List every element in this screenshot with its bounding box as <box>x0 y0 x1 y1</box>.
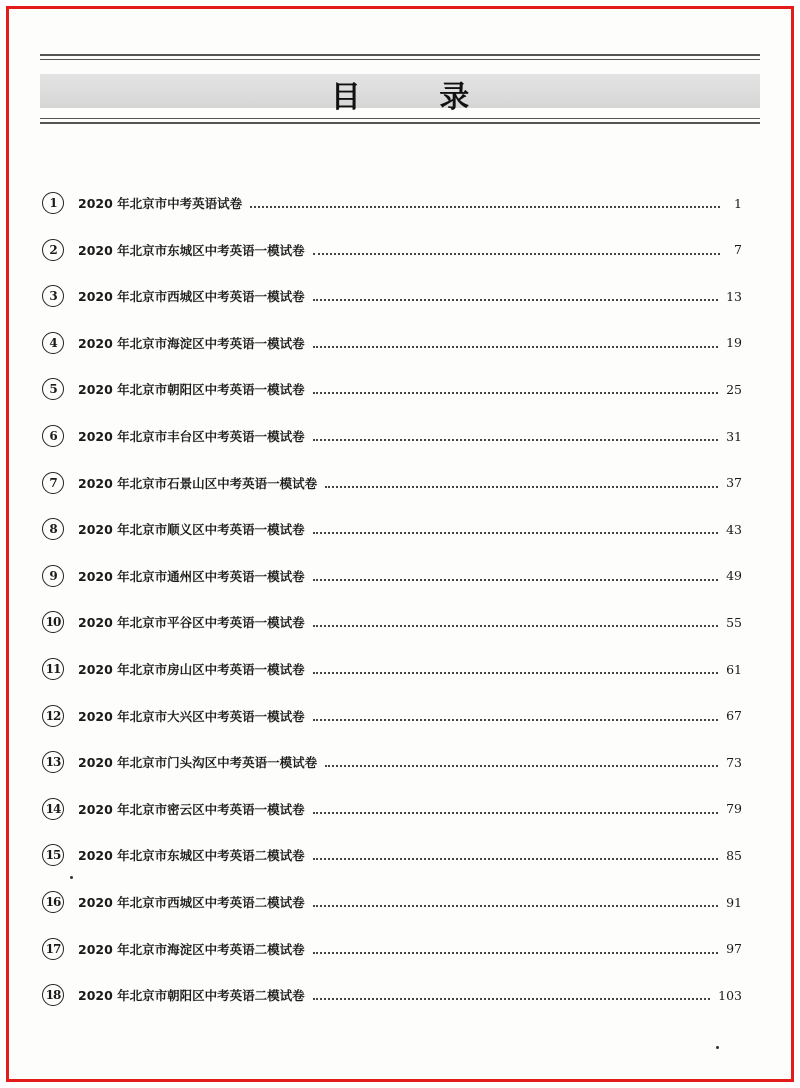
circled-number: 17 <box>42 938 64 960</box>
circled-number: 1 <box>42 192 64 214</box>
toc-page-number: 13 <box>726 288 742 304</box>
dot-leader <box>313 346 718 348</box>
circled-number: 12 <box>42 705 64 727</box>
toc-entry[interactable] <box>42 796 742 822</box>
circled-number: 16 <box>42 891 64 913</box>
toc-entry-title: 2020 年北京市门头沟区中考英语一模试卷 <box>78 755 318 771</box>
toc-entry-title: 2020 年北京市中考英语试卷 <box>78 196 243 211</box>
toc-page-number: 7 <box>734 242 742 258</box>
circled-number: 15 <box>42 844 64 866</box>
toc-entry[interactable] <box>42 656 742 682</box>
toc-entry[interactable] <box>42 330 742 356</box>
circled-number: 4 <box>42 332 64 354</box>
toc-entry[interactable] <box>42 609 742 635</box>
toc-page-number: 85 <box>726 847 742 863</box>
red-frame-border <box>6 6 794 1082</box>
toc-entry-title: 2020 年北京市大兴区中考英语一模试卷 <box>78 708 305 724</box>
circled-number: 13 <box>42 751 64 773</box>
toc-entry[interactable] <box>42 516 742 542</box>
toc-entry[interactable] <box>42 703 742 729</box>
dot-leader <box>313 998 710 1000</box>
toc-page-number: 25 <box>726 381 742 397</box>
toc-page-number: 49 <box>726 568 742 584</box>
toc-entry[interactable] <box>42 982 742 1008</box>
toc-page-number: 19 <box>726 335 742 351</box>
toc-page-number: 97 <box>726 941 742 957</box>
toc-entry[interactable] <box>42 283 742 309</box>
toc-entry-title: 2020 年北京市通州区中考英语一模试卷 <box>78 568 305 584</box>
toc-entry-title: 2020 年北京市密云区中考英语一模试卷 <box>78 801 305 817</box>
toc-entry[interactable] <box>42 423 742 449</box>
toc-page-number: 61 <box>726 661 742 677</box>
toc-page-number: 79 <box>726 801 742 817</box>
dot-leader <box>313 858 718 860</box>
toc-entry-title: 2020 年北京市朝阳区中考英语二模试卷 <box>78 988 305 1004</box>
dot-leader <box>325 765 718 767</box>
circled-number: 14 <box>42 798 64 820</box>
circled-number: 18 <box>42 984 64 1006</box>
toc-page-number: 55 <box>726 614 742 630</box>
toc-entry[interactable] <box>42 842 742 868</box>
dot-leader <box>313 812 718 814</box>
header-double-rule-bottom <box>40 118 760 124</box>
toc-entry[interactable] <box>42 889 742 915</box>
print-speck <box>716 1046 719 1049</box>
circled-number: 7 <box>42 472 64 494</box>
circled-number: 11 <box>42 658 64 680</box>
dot-leader <box>313 672 718 674</box>
circled-number: 5 <box>42 378 64 400</box>
toc-entry-title: 2020 年北京市东城区中考英语一模试卷 <box>78 242 305 258</box>
dot-leader <box>313 579 718 581</box>
toc-entry-title: 2020 年北京市丰台区中考英语一模试卷 <box>78 429 305 444</box>
toc-entry[interactable] <box>42 936 742 962</box>
toc-entry-title: 2020 年北京市西城区中考英语一模试卷 <box>78 289 305 305</box>
toc-entry-title: 2020 年北京市西城区中考英语二模试卷 <box>78 895 305 910</box>
dot-leader <box>313 253 720 255</box>
toc-entry[interactable] <box>42 470 742 496</box>
dot-leader <box>313 952 718 954</box>
toc-page-number: 1 <box>734 195 742 211</box>
dot-leader <box>313 905 718 907</box>
circled-number: 6 <box>42 425 64 447</box>
toc-page-number: 103 <box>718 987 742 1003</box>
header-double-rule-top <box>40 54 760 60</box>
page-title: 目 录 <box>330 80 504 115</box>
toc-page-number: 37 <box>726 475 742 491</box>
toc-entry-title: 2020 年北京市海淀区中考英语一模试卷 <box>78 335 305 351</box>
circled-number: 2 <box>42 239 64 261</box>
toc-page-number: 67 <box>726 708 742 724</box>
toc-entry[interactable] <box>42 749 742 775</box>
dot-leader <box>313 299 718 301</box>
dot-leader <box>313 392 718 394</box>
circled-number: 9 <box>42 565 64 587</box>
toc-entry-title: 2020 年北京市朝阳区中考英语一模试卷 <box>78 382 305 398</box>
toc-page-number: 91 <box>726 894 742 910</box>
circled-number: 3 <box>42 285 64 307</box>
toc-page-number: 43 <box>726 521 742 537</box>
toc-entry-title: 2020 年北京市顺义区中考英语一模试卷 <box>78 522 305 538</box>
toc-page-number: 73 <box>726 754 742 770</box>
toc-entry-title: 2020 年北京市房山区中考英语一模试卷 <box>78 662 305 677</box>
dot-leader <box>313 625 718 627</box>
toc-entry-title: 2020 年北京市平谷区中考英语一模试卷 <box>78 615 305 631</box>
dot-leader <box>313 719 718 721</box>
toc-entry[interactable] <box>42 376 742 402</box>
toc-entry-title: 2020 年北京市石景山区中考英语一模试卷 <box>78 475 318 491</box>
toc-entry[interactable] <box>42 237 742 263</box>
toc-entry[interactable] <box>42 190 742 216</box>
toc-page-number: 31 <box>726 428 742 444</box>
toc-entry-title: 2020 年北京市海淀区中考英语二模试卷 <box>78 941 305 957</box>
toc-entry-title: 2020 年北京市东城区中考英语二模试卷 <box>78 848 305 864</box>
circled-number: 10 <box>42 611 64 633</box>
circled-number: 8 <box>42 518 64 540</box>
dot-leader <box>313 439 718 441</box>
dot-leader <box>325 486 718 488</box>
dot-leader <box>313 532 718 534</box>
toc-entry[interactable] <box>42 563 742 589</box>
dot-leader <box>250 206 720 208</box>
print-speck <box>70 876 73 879</box>
